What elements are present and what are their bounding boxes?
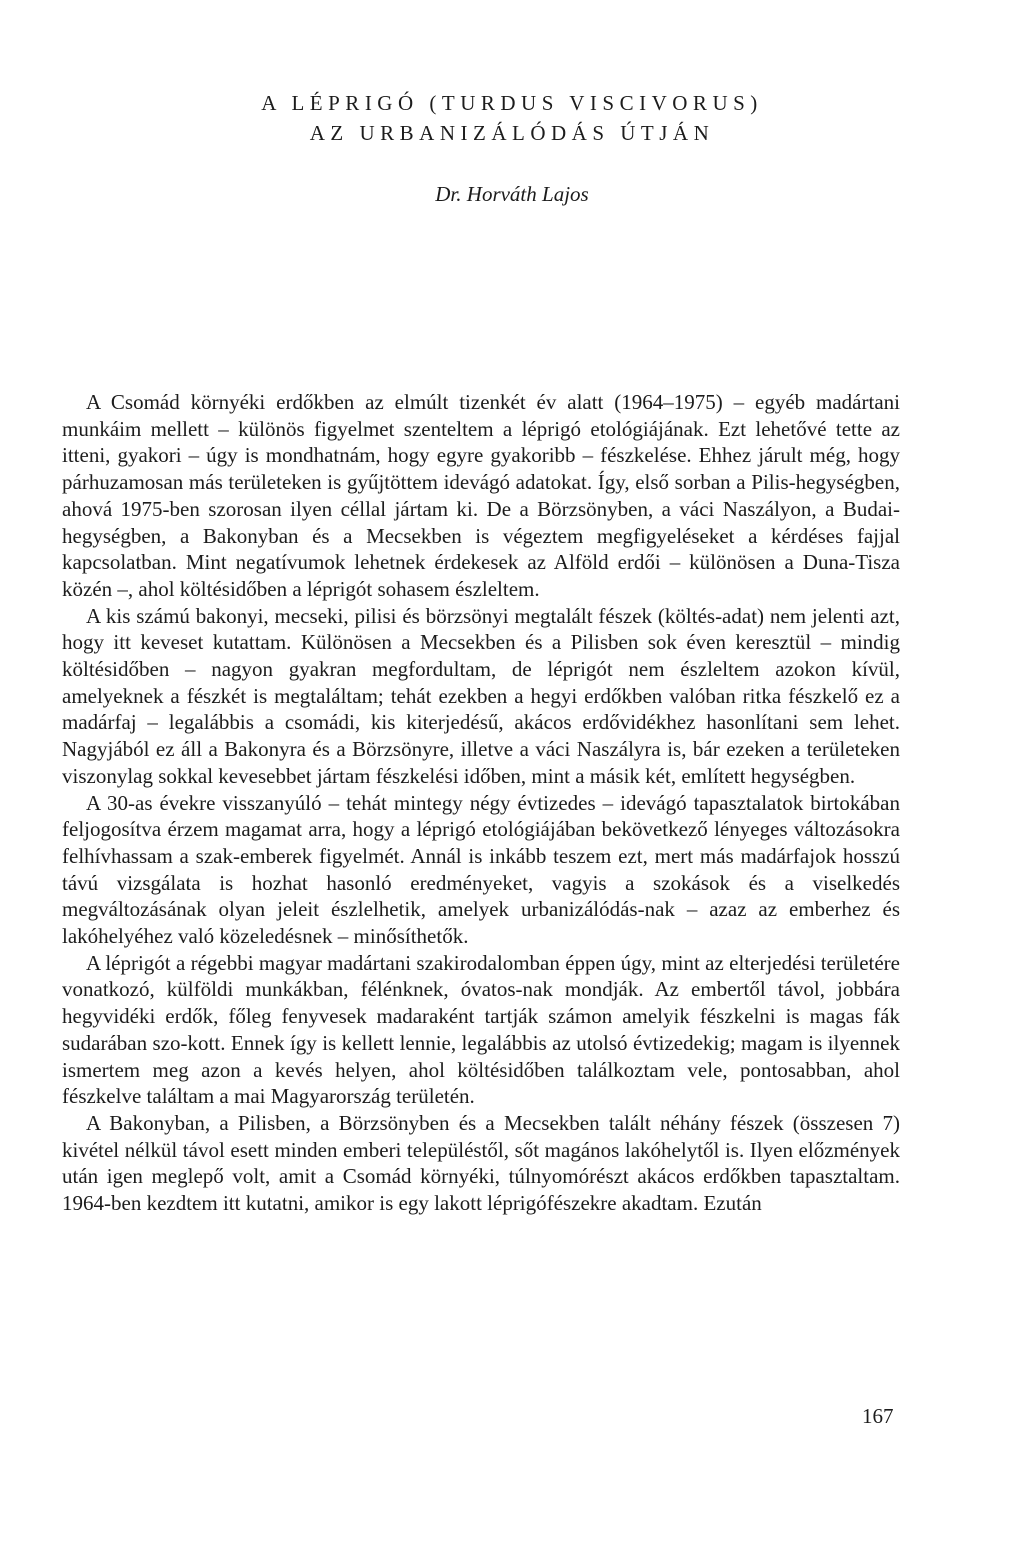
paragraph-3: A 30-as évekre visszanyúló – tehát mintegy négy évtizedes – idevágó tapasztalatok birtokában feljogosítva érzem magamat arra, hogy a léprigó etológiájában bekövetkező lényeges változásokra felhívhassam a szak-emberek figyelmét. Annál is inkább teszem ezt, mert más madárfajok hosszú távú vizsgálata is hozhat hasonló eredményeket, vagyis a szokások és a viselkedés megváltozásának olyan jeleit észlelhetik, amelyek urbanizálódás-nak – azaz az emberhez és lakóhelyéhez való közeledésnek – minősíthetők. (62, 790, 900, 949)
article-body (62, 389, 900, 1217)
paragraph-4: A léprigót a régebbi magyar madártani szakirodalomban éppen úgy, mint az elterjedési területére vonatkozó, külföldi munkákban, félénknek, óvatos-nak mondják. Az embertől távol, jobbára hegyvidéki erdők, főleg fenyvesek madaraként tartják számon amelyik fészkelni is magas fák sudarában szo-kott. Ennek így is kellett lennie, legalábbis az utolsó évtizedekig; magam is ilyennek ismertem meg azon a kevés helyen, ahol költésidőben találkoztam vele, pontosabban, ahol fészkelve találtam a mai Magyarország területén. (62, 950, 900, 1109)
author-byline: Dr. Horváth Lajos (435, 182, 589, 206)
page-number: 167 (862, 1404, 894, 1428)
paragraph-1: A Csomád környéki erdőkben az elmúlt tizenkét év alatt (1964–1975) – egyéb madártani munkáim mellett – különös figyelmet szenteltem a léprigó etológiájának. Ezt lehetővé tette az itteni, gyakori – úgy is mondhatnám, hogy egyre gyakoribb – fészkelése. Ehhez járult még, hogy párhuzamosan más területeken is gyűjtöttem idevágó adatokat. Így, első sorban a Pilis-hegységben, ahová 1975-ben szorosan ilyen céllal jártam ki. De a Börzsönyben, a váci Naszályon, a Budai-hegységben, a Bakonyban és a Mecsekben is végeztem megfigyeléseket a kérdéses fajjal kapcsolatban. Mint negatívumok lehetnek érdekesek az Alföld erdői – különösen a Duna-Tisza közén –, ahol költésidőben a léprigót sohasem észleltem. (62, 390, 900, 601)
paragraph-2: A kis számú bakonyi, mecseki, pilisi és börzsönyi megtalált fészek (költés-adat) nem jelenti azt, hogy itt keveset kutattam. Különösen a Mecsekben és a Pilisben sok éven keresztül – mindig költésidőben – nagyon gyakran megfordultam, de léprigót nem észleltem azokon kívül, amelyeknek a fészkét is megtaláltam; tehát ezekben a hegyi erdőkben valóban ritka fészkelő ez a madárfaj – legalábbis a csomádi, kis kiterjedésű, akácos erdővidékhez hasonlítani sem lehet. Nagyjából ez áll a Bakonyra és a Börzsönyre, illetve a váci Naszályra is, bár ezeken a területeken viszonylag sokkal kevesebbet jártam fészkelési időben, mint a másik két, említett hegységben. (62, 603, 900, 788)
article-title (0, 88, 1024, 148)
paragraph-5: A Bakonyban, a Pilisben, a Börzsönyben és a Mecsekben talált néhány fészek (összesen 7) kivétel nélkül távol esett minden emberi településtől, sőt magános lakóhelytől is. Ilyen előzmények után igen meglepő volt, amit a Csomád környéki, túlnyomórészt akácos erdőkben tapasztaltam. 1964-ben kezdtem itt kutatni, amikor is egy lakott léprigófészekre akadtam. Ezután (62, 1110, 900, 1216)
title-line-1: A LÉPRIGÓ (TURDUS VISCIVORUS) (261, 91, 763, 115)
title-line-2: AZ URBANIZÁLÓDÁS ÚTJÁN (309, 121, 715, 145)
